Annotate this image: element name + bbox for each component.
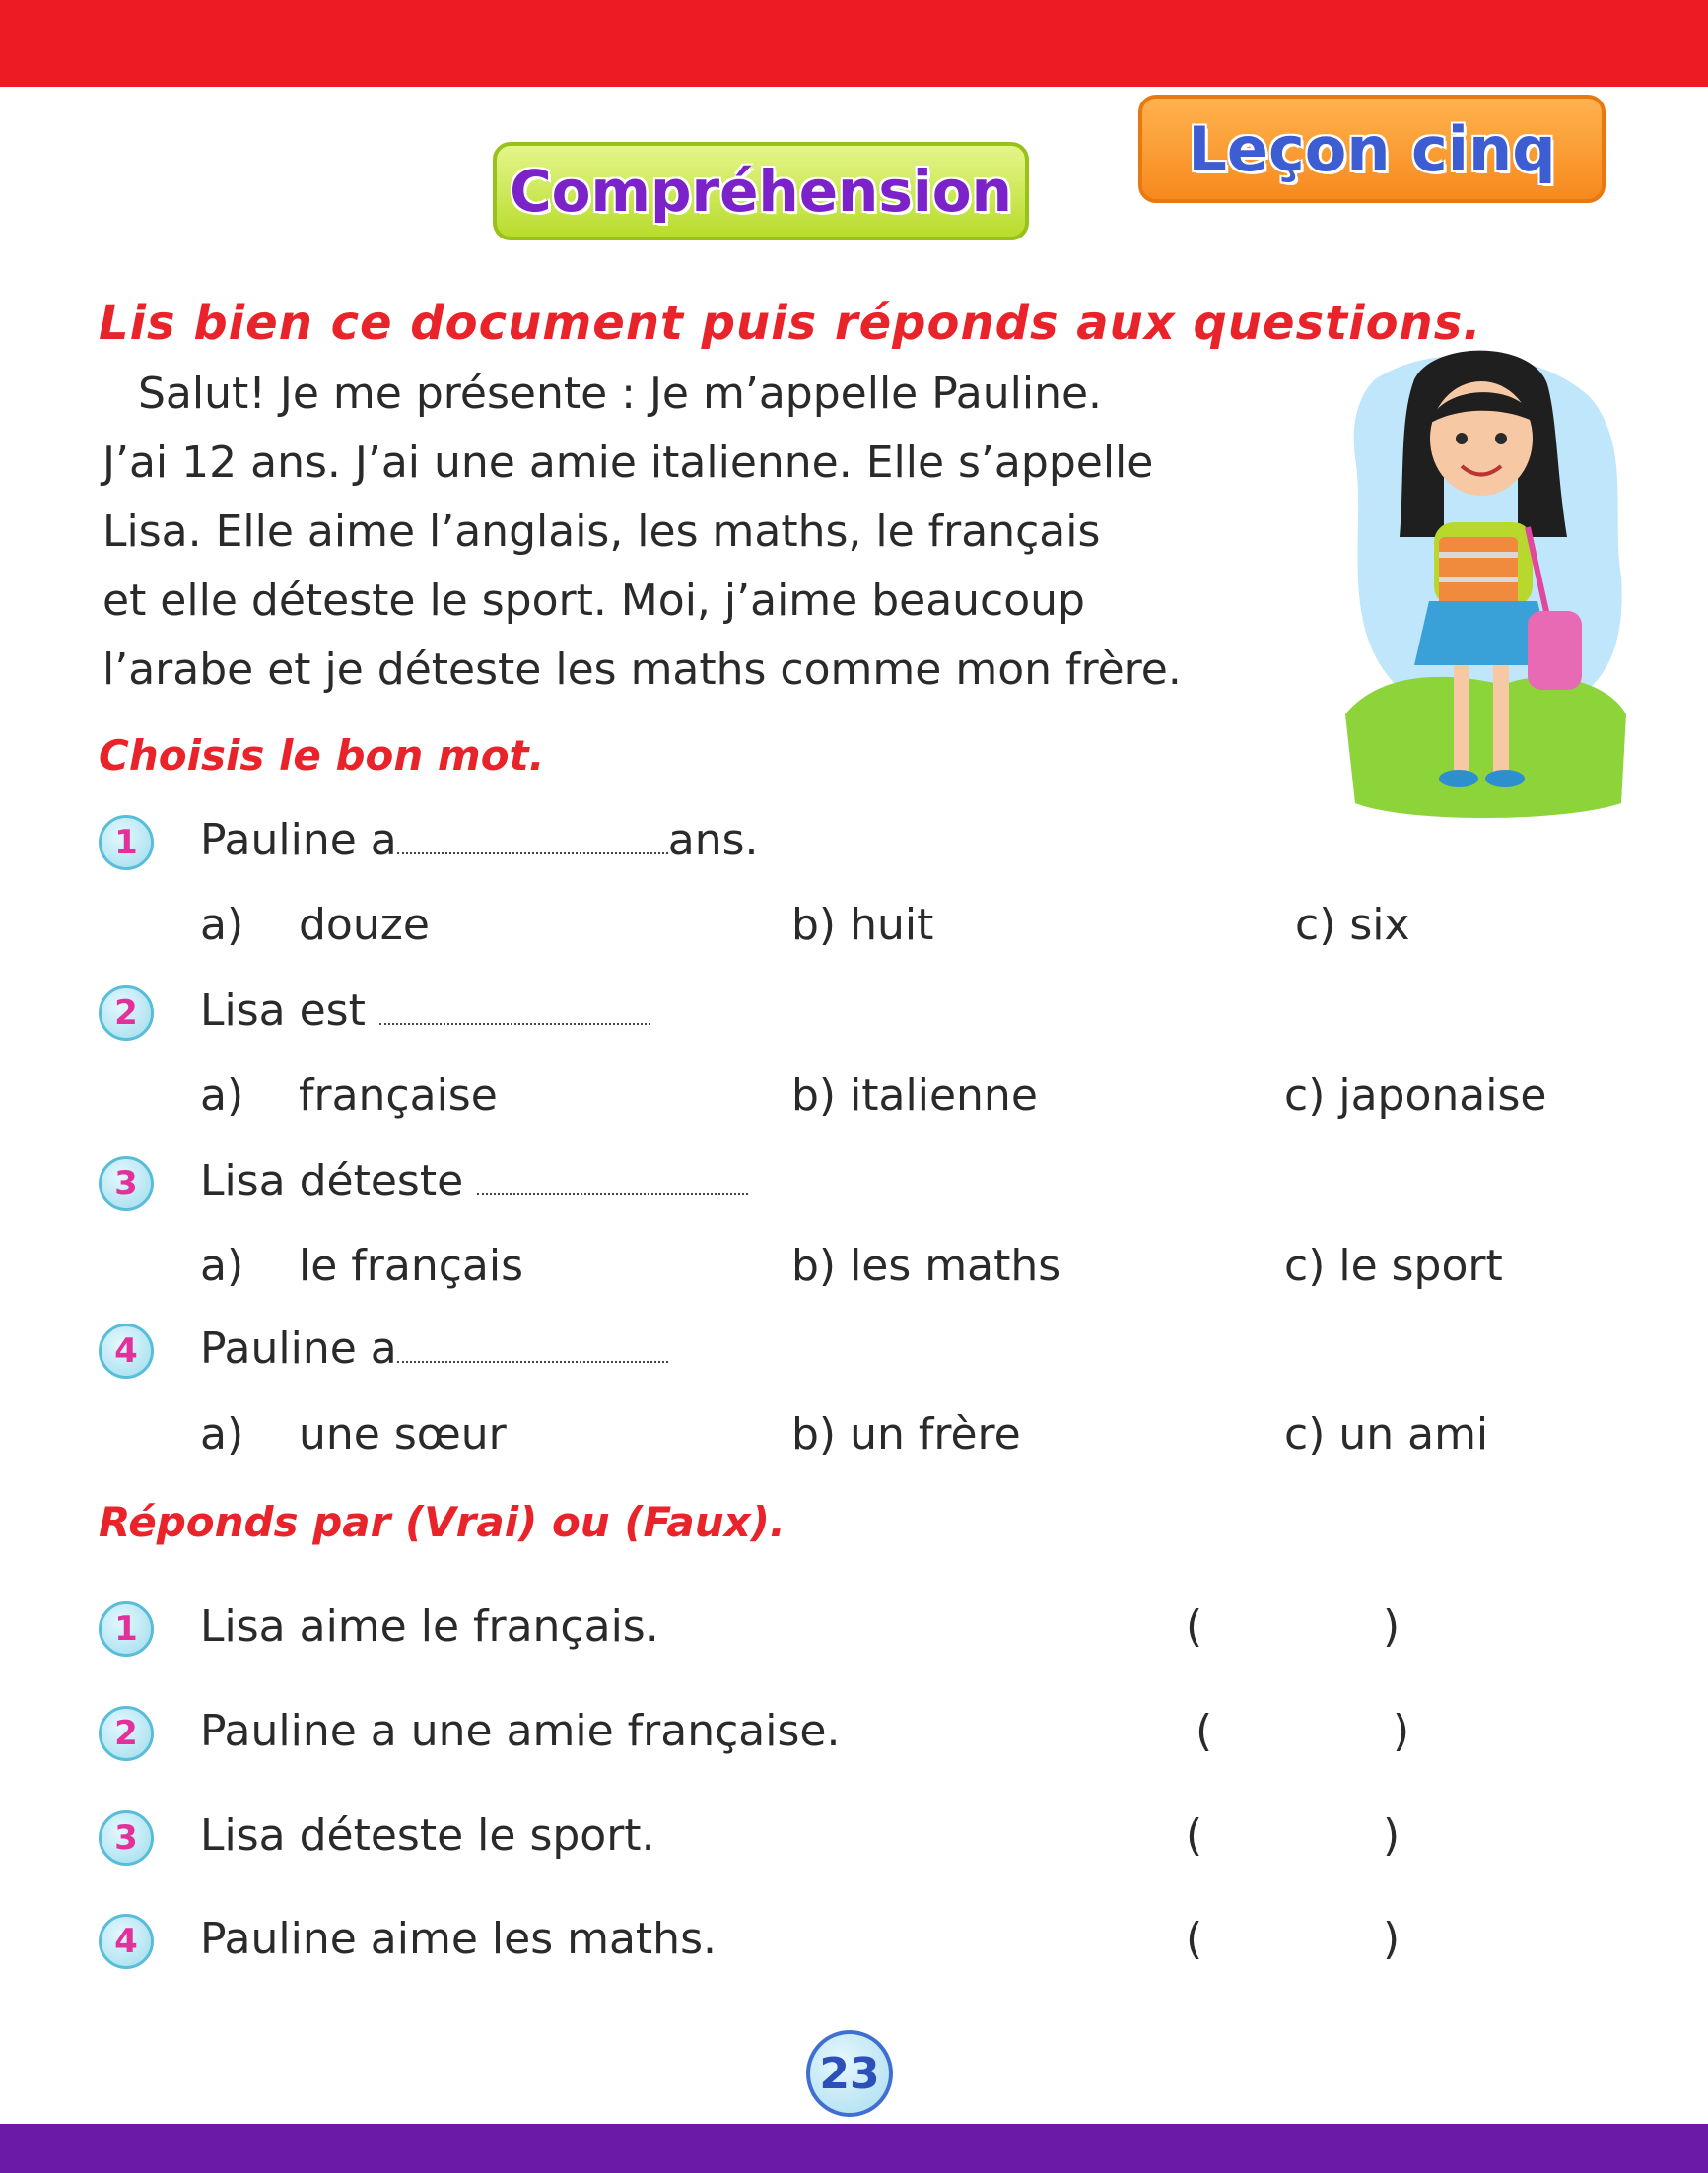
option-c[interactable]: c) six (1295, 900, 1410, 950)
passage-line: J’ai 12 ans. J’ai une amie italienne. Elle s’appelle (102, 438, 1154, 488)
answer-paren-open[interactable]: ( (1186, 1914, 1203, 1964)
section-title: Compréhension (510, 158, 1012, 225)
answer-paren-open[interactable]: ( (1186, 1601, 1203, 1652)
option-a-letter: a) (200, 1070, 244, 1120)
question-stem: Lisa déteste (200, 1156, 464, 1206)
choose-heading: Choisis le bon mot. (99, 731, 545, 780)
answer-paren-open[interactable]: ( (1186, 1810, 1203, 1861)
passage-line: Salut! Je me présente : Je m’appelle Pauline. (138, 369, 1103, 419)
lesson-title-badge (1138, 95, 1606, 203)
tf-statement: Pauline aime les maths. (200, 1914, 717, 1964)
answer-paren-close[interactable]: ) (1393, 1706, 1410, 1756)
passage-line: Lisa. Elle aime l’anglais, les maths, le français (102, 507, 1101, 557)
passage-line: l’arabe et je déteste les maths comme mon frère. (102, 645, 1182, 695)
option-b[interactable]: b) italienne (791, 1070, 1038, 1120)
question-stem: Pauline a (200, 1324, 397, 1374)
option-a[interactable]: une sœur (299, 1409, 507, 1460)
option-a[interactable]: douze (299, 900, 430, 950)
question-stem: Pauline a (200, 815, 397, 865)
option-c[interactable]: c) un ami (1284, 1409, 1489, 1460)
tf-number-badge: 2 (99, 1706, 154, 1761)
answer-blank[interactable] (397, 819, 668, 854)
question-text (200, 1156, 748, 1206)
answer-paren-close[interactable]: ) (1383, 1601, 1401, 1652)
tf-statement: Lisa aime le français. (200, 1601, 659, 1652)
answer-blank[interactable] (379, 989, 650, 1025)
question-tail: ans. (667, 815, 759, 865)
question-number-badge: 4 (99, 1324, 154, 1379)
answer-paren-close[interactable]: ) (1383, 1810, 1401, 1861)
option-a-letter: a) (200, 1409, 244, 1460)
tf-number-badge: 4 (99, 1914, 154, 1969)
tf-number-badge: 3 (99, 1810, 154, 1866)
tf-number-badge: 1 (99, 1601, 154, 1657)
section-title-badge (493, 142, 1029, 240)
page-number: 23 (819, 2048, 880, 2099)
option-a-letter: a) (200, 900, 244, 950)
question-text (200, 1324, 668, 1374)
grass (1345, 677, 1626, 818)
true-false-heading: Réponds par (Vrai) ou (Faux). (99, 1498, 786, 1546)
question-stem: Lisa est (200, 985, 366, 1036)
answer-paren-open[interactable]: ( (1196, 1706, 1213, 1756)
option-a-letter: a) (200, 1241, 244, 1291)
answer-blank[interactable] (477, 1160, 748, 1195)
lesson-title: Leçon cinq (1188, 112, 1556, 185)
tf-statement: Pauline a une amie française. (200, 1706, 841, 1756)
question-text (200, 815, 759, 865)
passage-line: et elle déteste le sport. Moi, j’aime beaucoup (102, 576, 1085, 626)
option-b[interactable]: b) huit (791, 900, 934, 950)
top-color-bar (0, 0, 1708, 87)
option-b[interactable]: b) un frère (791, 1409, 1021, 1460)
page-number-badge (806, 2030, 893, 2117)
option-c[interactable]: c) japonaise (1284, 1070, 1547, 1120)
answer-blank[interactable] (397, 1327, 668, 1363)
question-text (200, 985, 650, 1036)
question-number-badge: 1 (99, 815, 154, 870)
option-b[interactable]: b) les maths (791, 1241, 1061, 1291)
option-a[interactable]: française (299, 1070, 498, 1120)
question-number-badge: 3 (99, 1156, 154, 1211)
books (1439, 537, 1518, 606)
tf-statement: Lisa déteste le sport. (200, 1810, 655, 1861)
bag (1528, 611, 1582, 690)
bottom-color-bar (0, 2124, 1708, 2173)
question-number-badge: 2 (99, 985, 154, 1041)
option-a[interactable]: le français (299, 1241, 524, 1291)
girl-with-books-illustration (1345, 340, 1626, 828)
main-instruction: Lis bien ce document puis réponds aux questions. (99, 296, 1482, 351)
option-c[interactable]: c) le sport (1284, 1241, 1503, 1291)
answer-paren-close[interactable]: ) (1383, 1914, 1401, 1964)
